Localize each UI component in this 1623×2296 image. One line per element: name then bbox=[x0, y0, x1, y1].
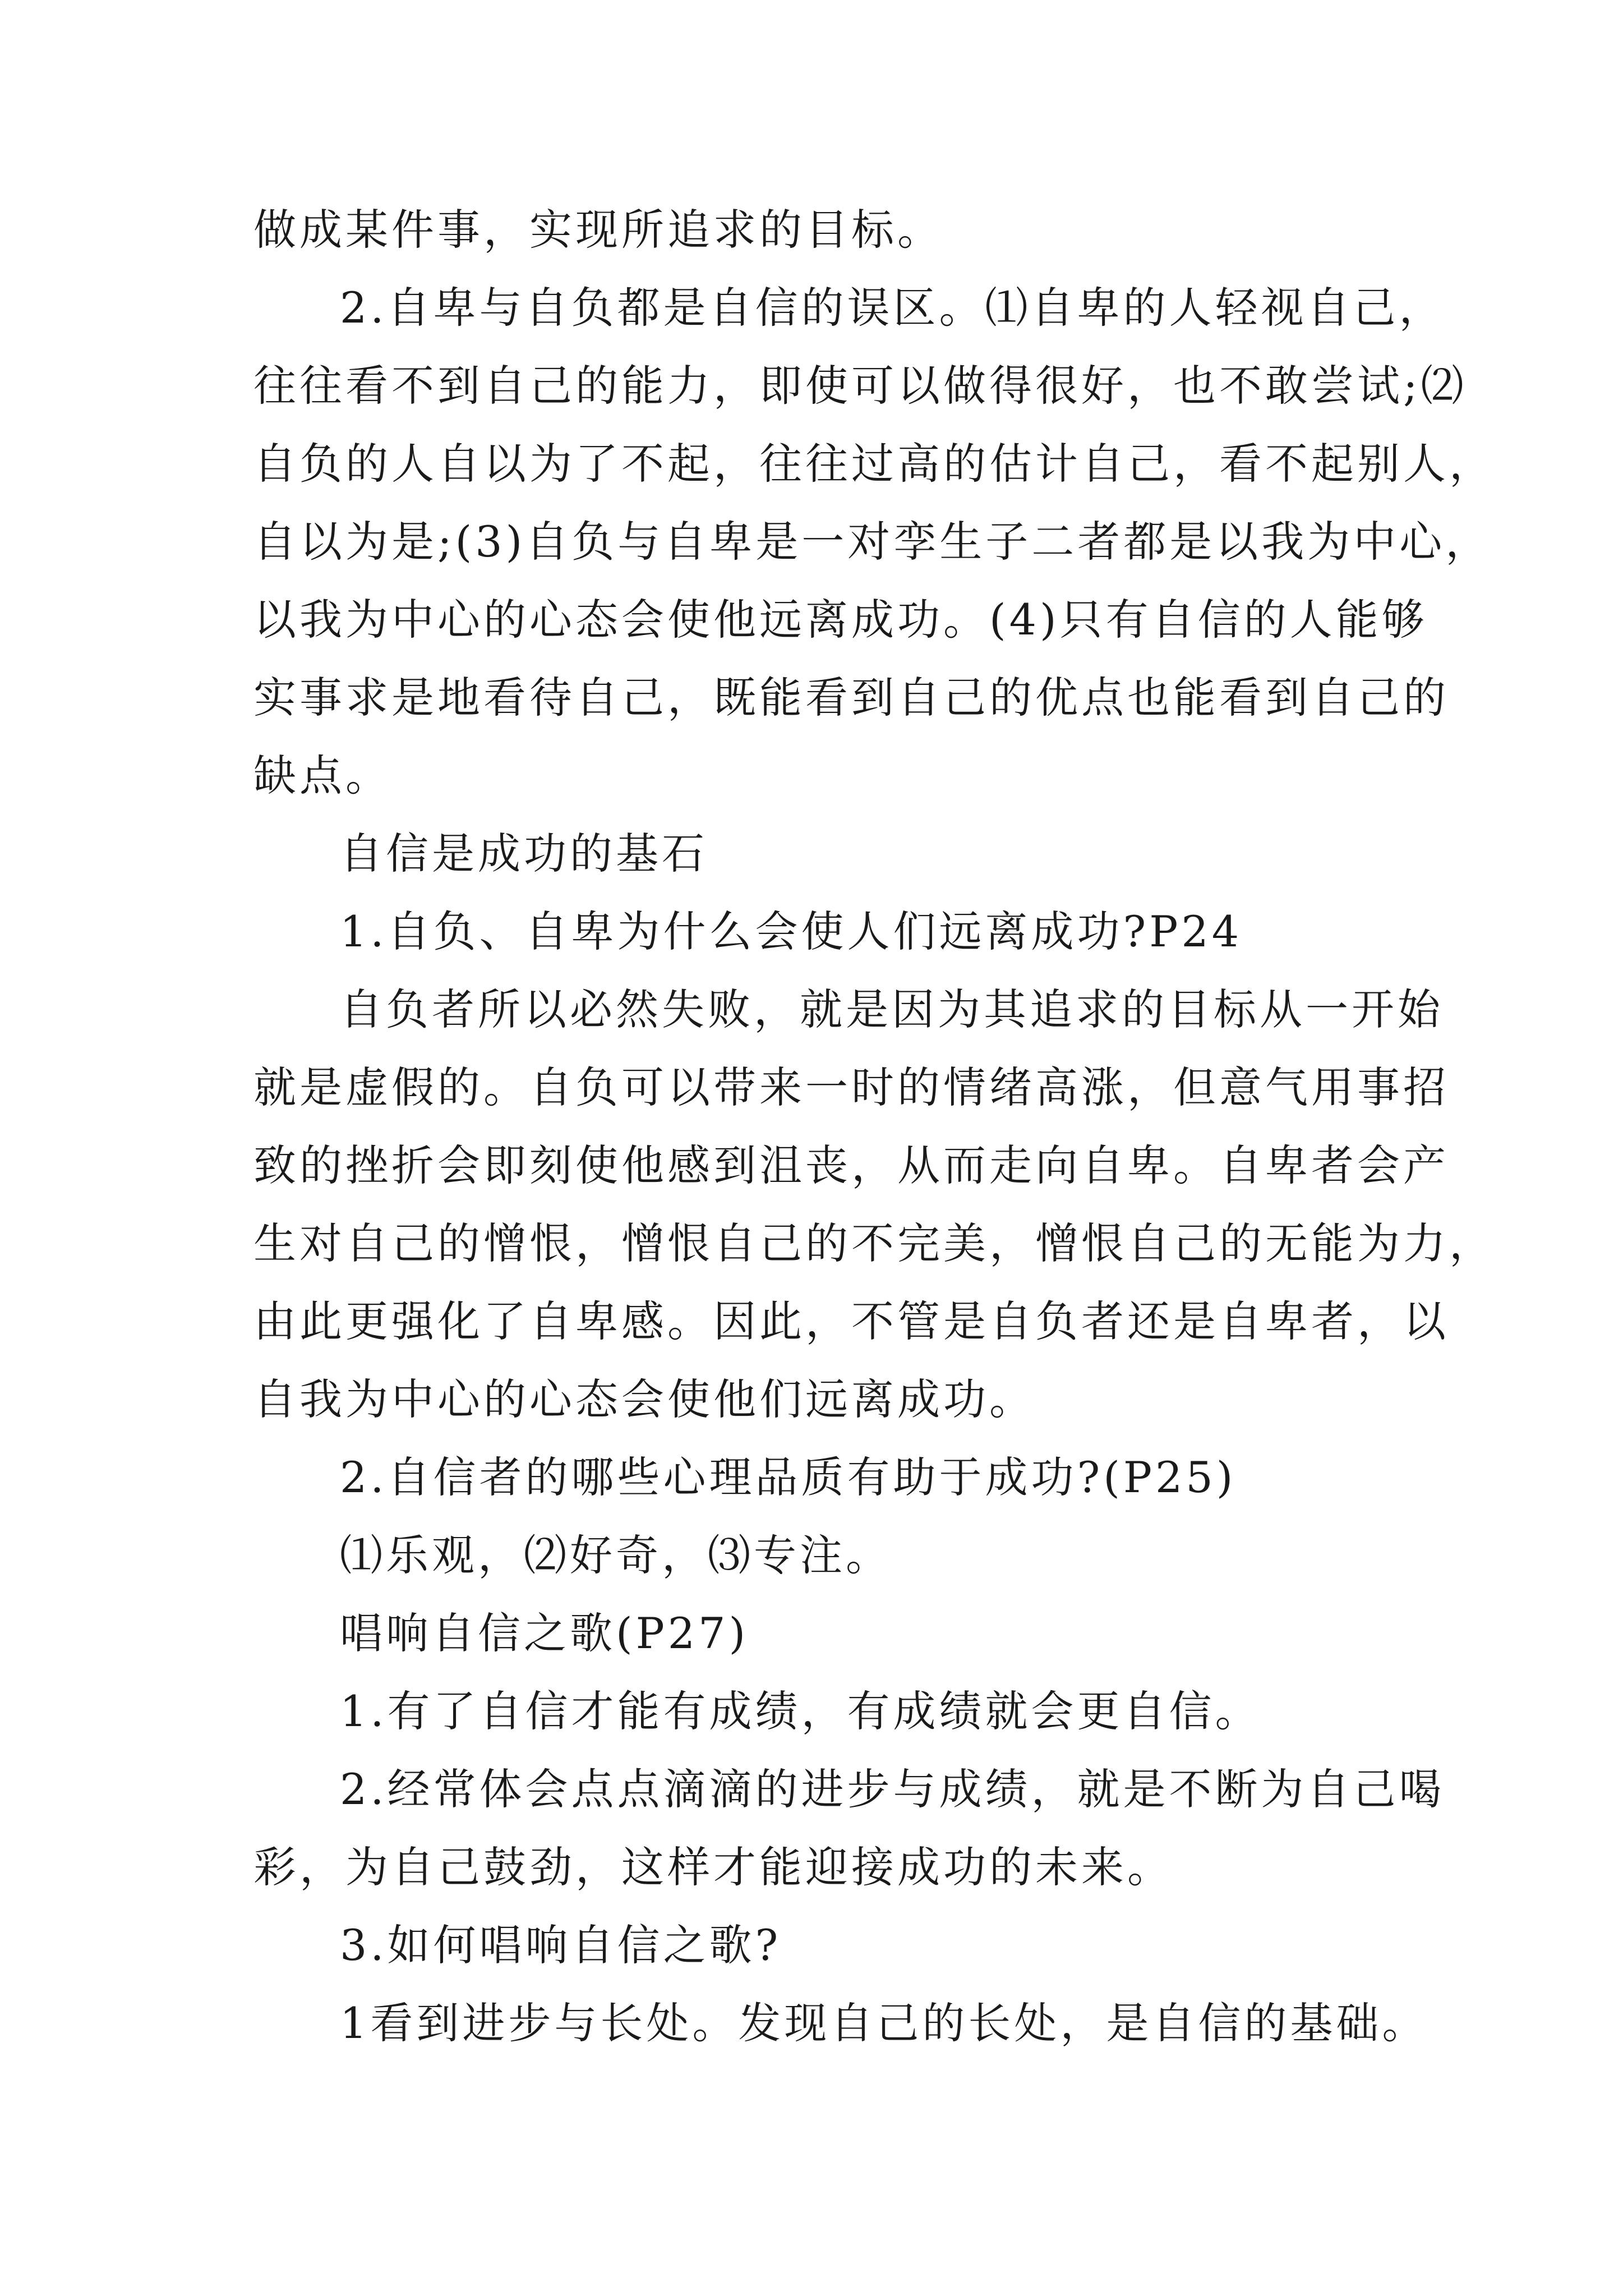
text-line: 致的挫折会即刻使他感到沮丧，从而走向自卑。自卑者会产 bbox=[253, 1140, 1449, 1190]
text-line: 就是虚假的。自负可以带来一时的情绪高涨，但意气用事招 bbox=[253, 1062, 1449, 1112]
text-line: 自我为中心的心态会使他们远离成功。 bbox=[253, 1374, 1035, 1424]
answer-line: ⑴乐观，⑵好奇，⑶专注。 bbox=[340, 1530, 892, 1580]
text-line: 自负的人自以为了不起，往往过高的估计自己，看不起别人， bbox=[253, 439, 1495, 489]
text-line: 2.自卑与自负都是自信的误区。⑴自卑的人轻视自己， bbox=[340, 283, 1445, 333]
question-line: 1.自负、自卑为什么会使人们远离成功?P24 bbox=[340, 907, 1243, 956]
text-line: 往往看不到自己的能力，即使可以做得很好，也不敢尝试;⑵ bbox=[253, 361, 1467, 411]
text-line: 以我为中心的心态会使他远离成功。(4)只有自信的人能够 bbox=[253, 595, 1428, 645]
section-heading: 自信是成功的基石 bbox=[340, 829, 708, 878]
text-line: 缺点。 bbox=[253, 751, 391, 800]
text-line: 1看到进步与长处。发现自己的长处，是自信的基础。 bbox=[340, 1998, 1428, 2048]
text-line: 2.经常体会点点滴滴的进步与成绩，就是不断为自己喝 bbox=[340, 1764, 1445, 1814]
text-line: 实事求是地看待自己，既能看到自己的优点也能看到自己的 bbox=[253, 673, 1449, 723]
text-line: 彩，为自己鼓劲，这样才能迎接成功的未来。 bbox=[253, 1842, 1173, 1892]
question-line: 3.如何唱响自信之歌? bbox=[340, 1920, 782, 1970]
text-line: 由此更强化了自卑感。因此，不管是自负者还是自卑者，以 bbox=[253, 1296, 1449, 1346]
text-line: 自负者所以必然失败，就是因为其追求的目标从一开始 bbox=[340, 984, 1444, 1034]
text-line: 生对自己的憎恨，憎恨自己的不完美，憎恨自己的无能为力， bbox=[253, 1218, 1495, 1268]
text-line: 做成某件事，实现所追求的目标。 bbox=[253, 205, 943, 255]
text-line: 1.有了自信才能有成绩，有成绩就会更自信。 bbox=[340, 1686, 1261, 1736]
text-line: 自以为是;(3)自负与自卑是一对孪生子二者都是以我为中心， bbox=[253, 517, 1492, 567]
question-line: 2.自信者的哪些心理品质有助于成功?(P25) bbox=[340, 1452, 1237, 1502]
section-heading: 唱响自信之歌(P27) bbox=[340, 1608, 749, 1658]
document-body bbox=[253, 191, 1495, 2062]
